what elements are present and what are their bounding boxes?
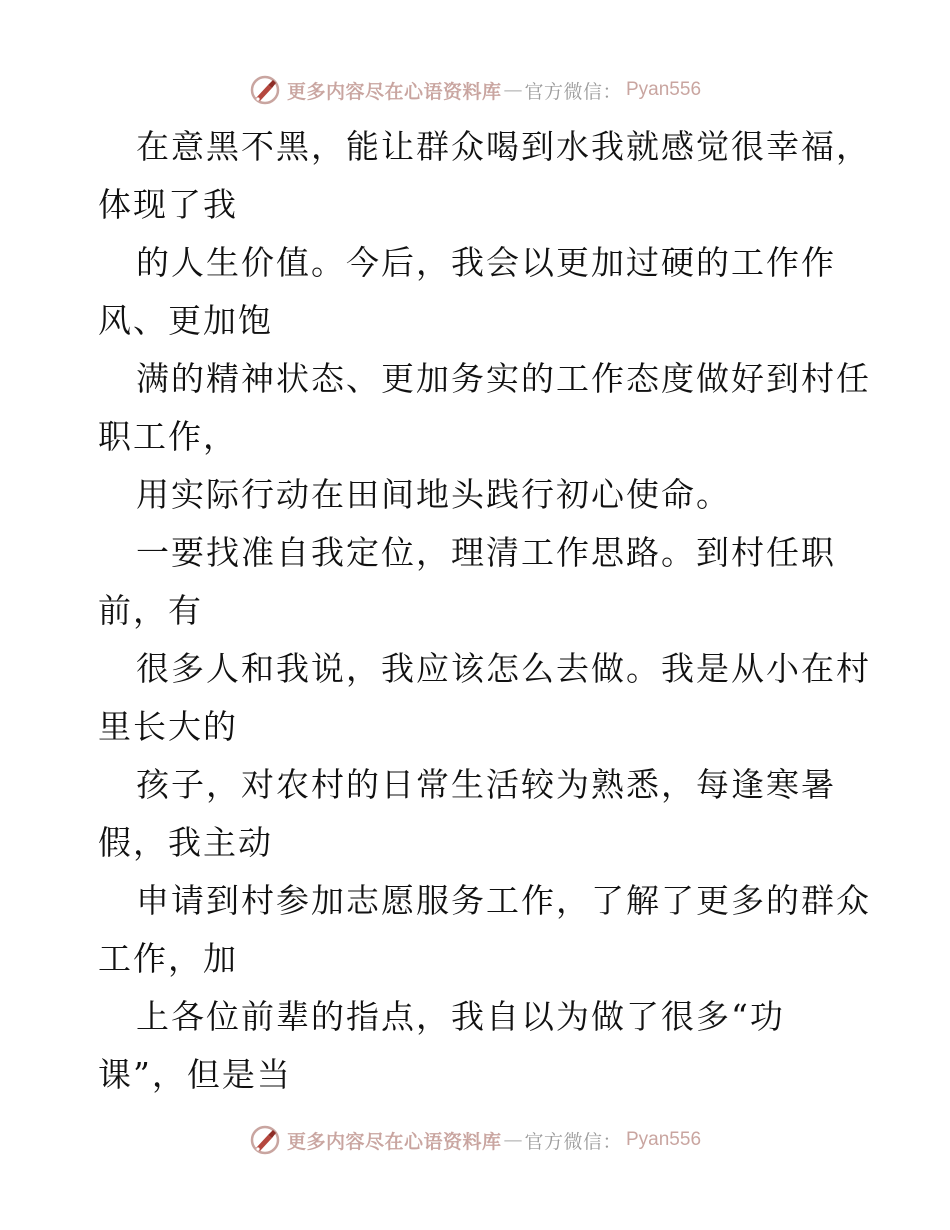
- header-watermark: [0, 70, 950, 110]
- document-body: [98, 118, 878, 1104]
- text-line: 体现了我: [98, 185, 238, 224]
- text-line: 风、更加饱: [98, 301, 273, 340]
- text-line: 满的精神状态、更加务实的工作态度做好到村任: [136, 359, 871, 398]
- text-line: 一要找准自我定位，理清工作思路。到村任职: [136, 533, 836, 572]
- footer-watermark: [0, 1120, 950, 1160]
- text-line: 前，有: [98, 591, 203, 630]
- text-line: 里长大的: [98, 707, 238, 746]
- footer-wechat-id: Pyan556: [626, 1129, 702, 1150]
- text-line: 假，我主动: [98, 823, 273, 862]
- text-line: 上各位前辈的指点，我自以为做了很多“功: [136, 997, 785, 1036]
- text-line: 职工作，: [98, 417, 238, 456]
- header-site-text: 更多内容尽在心语资料库: [286, 80, 502, 103]
- text-line: 课”，但是当: [98, 1055, 292, 1094]
- text-line: 用实际行动在田间地头践行初心使命。: [136, 475, 731, 514]
- header-dash: —: [503, 79, 523, 101]
- header-wechat-label: 官方微信：: [524, 80, 622, 103]
- text-line: 的人生价值。今后，我会以更加过硬的工作作: [136, 243, 836, 282]
- text-line: 孩子，对农村的日常生活较为熟悉，每逢寒暑: [136, 765, 836, 804]
- text-line: 工作，加: [98, 939, 238, 978]
- footer-site-text: 更多内容尽在心语资料库: [286, 1130, 502, 1153]
- footer-dash: —: [503, 1129, 523, 1151]
- text-line: 申请到村参加志愿服务工作，了解了更多的群众: [136, 881, 871, 920]
- text-line: 在意黑不黑，能让群众喝到水我就感觉很幸福，: [136, 127, 871, 166]
- footer-wechat-label: 官方微信：: [524, 1130, 622, 1153]
- pen-logo-icon: [249, 1124, 281, 1156]
- pen-logo-icon: [249, 74, 281, 106]
- header-wechat-id: Pyan556: [626, 79, 702, 100]
- text-line: 很多人和我说，我应该怎么去做。我是从小在村: [136, 649, 871, 688]
